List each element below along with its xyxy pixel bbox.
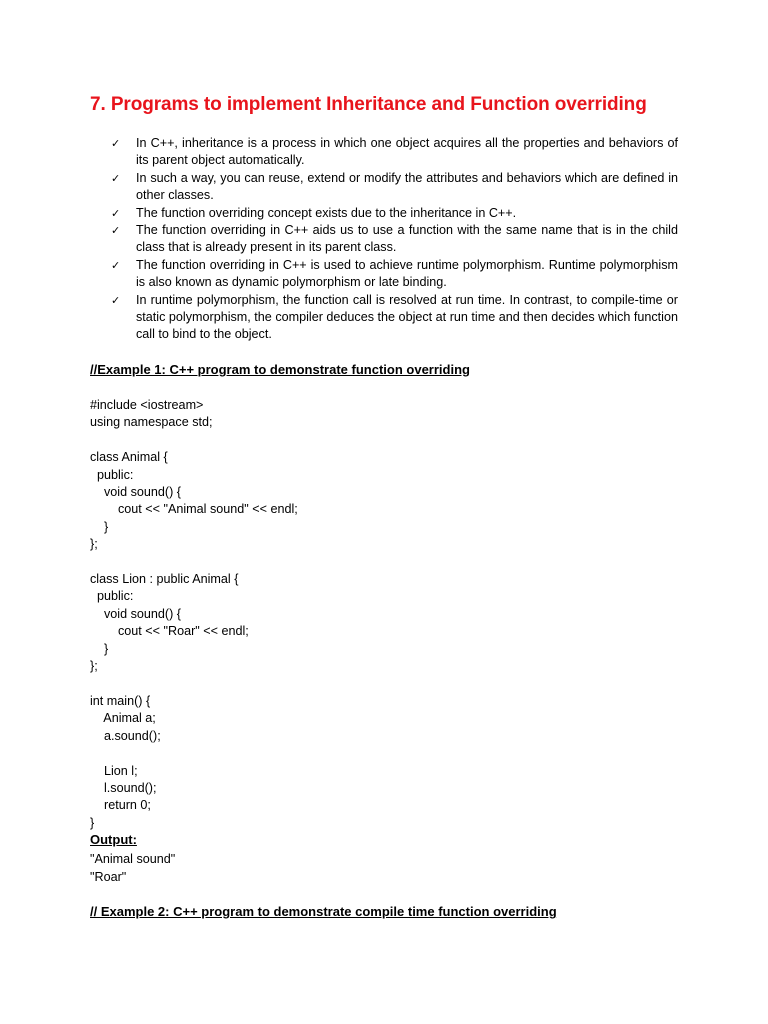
output-line: "Animal sound"	[90, 852, 176, 866]
checkmark-icon: ✓	[111, 258, 121, 272]
bullet-text: In runtime polymorphism, the function call is resolved at run time. In contrast, to compile-time or static polymorphism, the compiler deduces the object at run time and then decides which function call to bind to the object.	[136, 292, 678, 342]
bullet-text: The function overriding in C++ aids us to use a function with the same name that is in the child class that is already present in its parent class.	[136, 223, 678, 255]
checkmark-icon: ✓	[111, 171, 121, 185]
list-item	[90, 135, 678, 170]
list-item	[90, 257, 678, 292]
checkmark-icon: ✓	[111, 224, 121, 238]
list-item	[90, 205, 678, 222]
list-item	[90, 222, 678, 257]
checkmark-icon: ✓	[111, 293, 121, 307]
list-item	[90, 170, 678, 205]
bullet-text: In C++, inheritance is a process in which one object acquires all the properties and behaviors of its parent object automatically.	[136, 136, 678, 168]
checkmark-icon: ✓	[111, 206, 121, 220]
bullet-text: The function overriding concept exists due to the inheritance in C++.	[136, 205, 517, 220]
page-title: 7. Programs to implement Inheritance and Function overriding	[90, 94, 647, 115]
bullet-list	[90, 135, 678, 344]
checkmark-icon: ✓	[111, 137, 121, 150]
code-block: #include <iostream> using namespace std; class Animal { public: void sound() { cout << "Animal sound" << endl; } }; class Lion : public Animal { public: void sound() { cout << "Roar" << endl; } }; int main() { Animal a; a.sound(); Lion l; l.sound(); return 0; }	[90, 398, 298, 830]
bullet-text: The function overriding in C++ is used to achieve runtime polymorphism. Runtime polymorphism is also known as dynamic polymorphism or late binding.	[136, 257, 678, 290]
list-item	[90, 292, 678, 344]
example-2-heading: // Example 2: C++ program to demonstrate compile time function overriding	[90, 904, 557, 919]
bullet-text: In such a way, you can reuse, extend or modify the attributes and behaviors which are defined in other classes.	[136, 170, 678, 203]
output-line: "Roar"	[90, 870, 127, 884]
output-label: Output:	[90, 832, 137, 847]
example-1-heading: //Example 1: C++ program to demonstrate function overriding	[90, 362, 470, 377]
